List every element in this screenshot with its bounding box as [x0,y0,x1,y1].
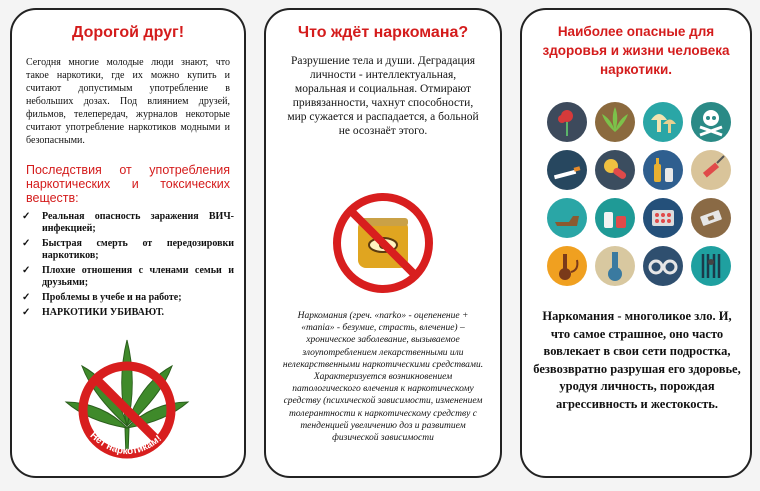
cannabis-icon [595,102,635,142]
cigarette-icon [547,150,587,190]
check-icon: ✓ [22,265,31,276]
panel1-intro: Сегодня многие молодые люди знают, что такое наркотики, где их можно купить и считают допустимым употребление в небольших дозах. Под влиянием друзей, фильмов, телепередач, журналов некоторые считают употребление наркотиков модными и безопасными. [26,57,230,146]
pipe-icon [547,198,587,238]
mushrooms-icon [643,102,683,142]
check-icon: ✓ [22,292,31,303]
syringe-icon [691,150,731,190]
consequences-title: Последствия от употребления наркотических и токсических веществ: [26,163,230,205]
list-item: ✓ Реальная опасность заражения ВИЧ-инфекцией; [22,211,234,234]
check-icon: ✓ [22,211,31,222]
panel-dear-friend [10,8,246,478]
panel-dangerous-drugs [520,8,752,478]
handcuffs-icon [643,246,683,286]
panel-what-awaits [264,8,502,478]
poppy-icon [547,102,587,142]
panel3-bottom-text: Наркомания - многоликое зло. И, что самое страшное, оно часто вовлекает в свои сети подростка, безвозвратно разрушая его здоровье, уродуя личность, порождая агрессивность и жестокость. [533,309,741,411]
list-item: ✓ Проблемы в учебе и на работе; [22,292,182,303]
pill-blister-icon [643,198,683,238]
bong-icon [595,246,635,286]
list-item: ✓ Плохие отношения с членами семьи и друзьями; [22,265,234,288]
jars-icon [595,198,635,238]
consequences-list [22,211,234,319]
razor-icon [691,198,731,238]
watermark: 123RF [617,188,651,200]
no-drugs-caption: Нет наркотикам! [87,429,164,458]
narcomania-definition: Наркомания (греч. «narko» - оцепенение + «mania» - безумие, страсть, влечение) – хроническое заболевание, вызываемое злоупотреблением лекарственными или нелекарственными наркотическими средствами. Характеризуется возникновением патологического влечения к наркотическому средству (психической зависимости, изменением толерантности к наркотическому средству с тенденцией увеличению доз и развитием физической зависимости [282,311,484,444]
check-icon: ✓ [22,307,31,318]
panel1-title: Дорогой друг! [71,24,185,41]
prison-icon [691,246,731,286]
hookah-icon [547,246,587,286]
list-item: ✓ НАРКОТИКИ УБИВАЮТ. [22,307,165,318]
panel3-title: Наиболее опасные для здоровья и жизни человека наркотики. [542,24,730,77]
panel2-title: Что ждёт наркомана? [297,24,469,41]
bottles-icon [643,150,683,190]
skull-icon [691,102,731,142]
pills-icon [595,150,635,190]
panel2-description: Разрушение тела и души. Деградация личности - интеллектуальная, моральная и социальная. Отмирают привязанности, чахнут способности, мир сужается и распадается, а больной не осознаёт этого. [287,55,479,137]
no-drugs-leaf-sign [62,338,192,468]
banned-drugs-jar-icon [330,190,436,296]
list-item: ✓ Быстрая смерть от передозировки наркотиков; [22,238,234,261]
check-icon: ✓ [22,238,31,249]
